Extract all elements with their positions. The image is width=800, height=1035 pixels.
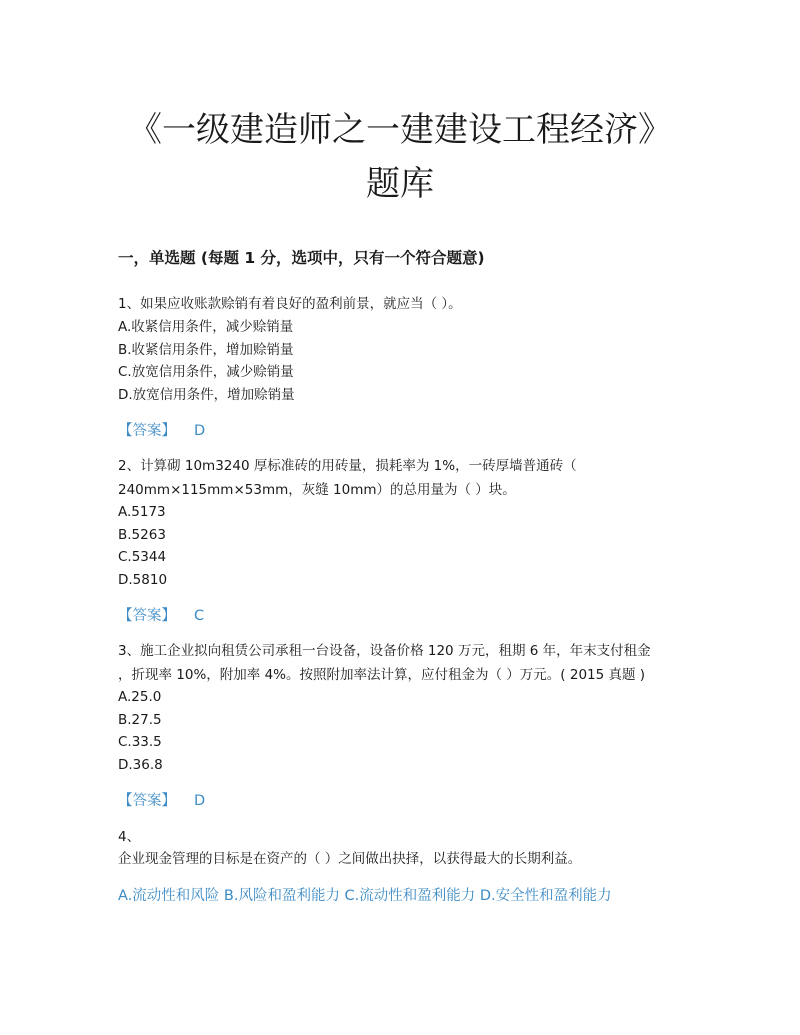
question-2-option-c: C.5344 (118, 549, 167, 565)
question-3-text-line-1: 3、施工企业拟向租赁公司承租一台设备，设备价格 120 万元，租期 6 年，年末支付租金 (118, 643, 651, 659)
answer-value: C (194, 608, 205, 624)
question-4-options: A.流动性和风险 B.风险和盈利能力 C.流动性和盈利能力 D.安全性和盈利能力 (118, 888, 612, 904)
answer-label: 【答案】 (118, 423, 176, 439)
question-2-option-d: D.5810 (118, 572, 168, 588)
question-2-text-line-1: 2、计算砌 10m3240 厚标准砖的用砖量，损耗率为 1%，一砖厚墙普通砖（ (118, 458, 577, 474)
question-1-option-b: B.收紧信用条件，增加赊销量 (118, 342, 294, 358)
question-4-number: 4、 (118, 829, 141, 845)
question-1-option-d: D.放宽信用条件，增加赊销量 (118, 387, 295, 403)
question-1-text: 1、如果应收账款赊销有着良好的盈利前景，就应当（ ）。 (118, 296, 462, 312)
question-3-answer (118, 790, 205, 812)
answer-label: 【答案】 (118, 793, 176, 809)
question-4-text: 企业现金管理的目标是在资产的（ ）之间做出抉择，以获得最大的长期利益。 (118, 851, 582, 867)
question-3-option-b: B.27.5 (118, 712, 162, 728)
question-3-option-d: D.36.8 (118, 757, 163, 773)
question-3-option-c: C.33.5 (118, 734, 162, 750)
question-1-answer (118, 420, 205, 442)
answer-label: 【答案】 (118, 608, 176, 624)
question-2-answer (118, 605, 204, 627)
answer-value: D (194, 423, 206, 439)
question-2-text-line-2: 240mm×115mm×53mm，灰缝 10mm）的总用量为（ ）块。 (118, 482, 516, 498)
question-2-option-a: A.5173 (118, 504, 166, 520)
question-2-option-b: B.5263 (118, 527, 166, 543)
question-1-option-a: A.收紧信用条件，减少赊销量 (118, 319, 294, 335)
answer-value: D (194, 793, 206, 809)
question-1-option-c: C.放宽信用条件，减少赊销量 (118, 364, 294, 380)
question-3-text-line-2: ，折现率 10%，附加率 4%。按照附加率法计算，应付租金为（ ）万元。( 2015 真题 ) (118, 667, 646, 683)
document-title: 《一级建造师之一建建设工程经济》 (128, 110, 672, 150)
document-subtitle: 题库 (366, 164, 434, 204)
section-heading: 一，单选题 (每题 1 分，选项中，只有一个符合题意) (118, 249, 485, 267)
question-3-option-a: A.25.0 (118, 689, 162, 705)
